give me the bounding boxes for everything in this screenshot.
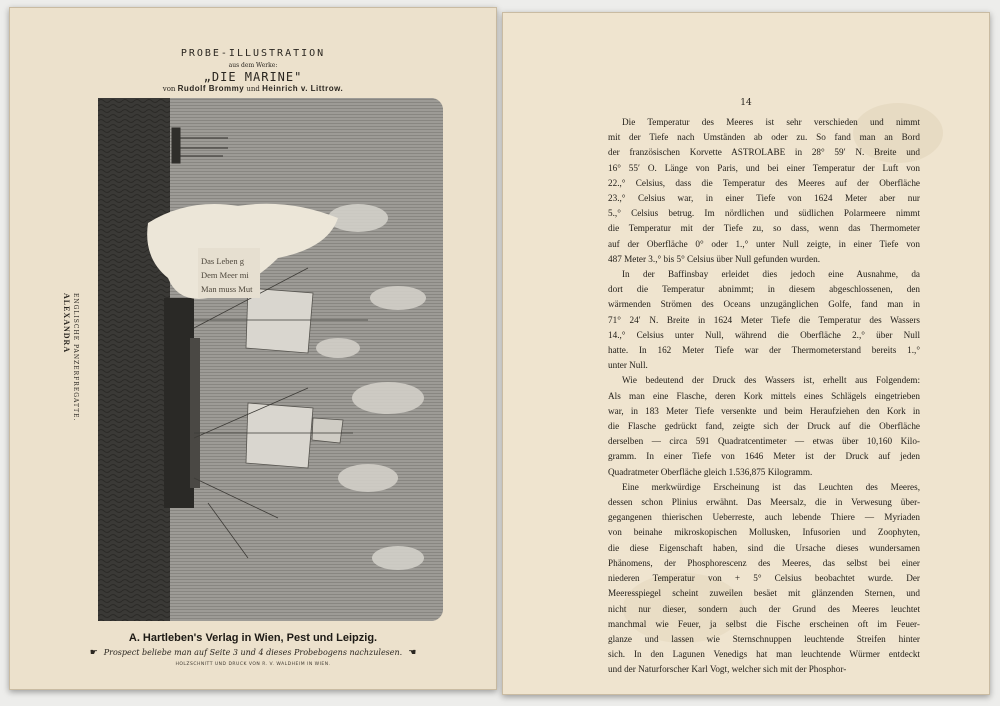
authors-prefix: von xyxy=(162,85,176,93)
author-2: Heinrich v. Littrow. xyxy=(262,84,344,93)
text-line: die Temperatur mit der Tiefe zu, so dass, wenn das Thermometer xyxy=(608,223,920,234)
text-line: dessen schon Plinius erwähnt. Das Meersalz, die in Verwesung über- xyxy=(608,497,920,508)
text-line: Wie bedeutend der Druck des Wassers ist, erhellt aus Folgendem: xyxy=(622,375,920,386)
text-line: 16° 55′ O. Länge von Paris, und bei einer Temperatur der Luft von xyxy=(608,162,920,173)
text-line: Als man eine Flasche, deren Kork mittels eines Schlägels eingetrieben xyxy=(608,390,920,401)
caption-ship-name: ALEXANDRA xyxy=(62,293,71,354)
text-line: auf der Oberfläche 0° oder 1.,° unter Null zeigte, in einer Tiefe von xyxy=(608,238,920,249)
illustration-title: PROBE-ILLUSTRATION xyxy=(180,48,326,59)
body-text xyxy=(608,115,920,678)
text-line: glanze und lassen wie Sternschnuppen leuchtende Streifen hinter xyxy=(608,633,920,644)
ship-engraving xyxy=(98,98,443,621)
pointing-hand-right-icon: ☛ xyxy=(89,648,98,658)
text-line: dort die Temperatur abnimmt; in diesem abgeschlossenen, den xyxy=(608,284,920,295)
showthrough-text-1: Das Leben g xyxy=(201,256,244,266)
text-line: von beinahe mikroskopischen Mollusken, Infusorien und Zoophyten, xyxy=(608,527,920,538)
prospect-note xyxy=(10,648,496,658)
text-line: Quadratmeter Oberfläche gleich 1.536,875 Kilogramm. xyxy=(608,466,813,477)
text-line: 14.,° Celsius unter Null, während die Oberfläche 2.,° über Null xyxy=(608,329,920,340)
text-line: die diese Eigenschaft haben, sind die Ursache dieses wundersamen xyxy=(608,542,920,553)
text-line: gegangenen thierischen Ueberreste, auch lebende Thiere — Myriaden xyxy=(608,512,920,523)
text-line: war, in 183 Meter Tiefe versenkte und beim Heraufziehen den Kork in xyxy=(608,405,920,416)
text-line: 5.,° Celsius betrug. Im nördlichen und südlichen Polarmeere nimmt xyxy=(608,208,920,219)
showthrough-text-2: Dem Meer mi xyxy=(201,270,249,280)
right-page xyxy=(502,12,990,695)
pointing-hand-left-icon: ☚ xyxy=(408,648,417,658)
author-1: Rudolf Brommy xyxy=(177,84,245,93)
text-line: Phänomens, der Phosphorescenz des Meeres, das selbst bei einer xyxy=(608,557,920,568)
text-line: In der Baffinsbay erleidet dies jedoch eine Ausnahme, da xyxy=(622,269,920,280)
caption-ship-type: ENGLISCHE PANZERFREGATTE. xyxy=(72,293,79,422)
text-line: mit der Tiefe nach Umständen ab oder zu. So fand man an Bord xyxy=(608,132,920,143)
showthrough-text-3: Man muss Mut xyxy=(201,284,253,294)
text-line: 487 Meter 3.,° bis 5° Celsius über Null gefunden wurden. xyxy=(608,253,820,264)
text-line: 22.,° Celsius, dass die Temperatur des Meeres auf der Oberfläche xyxy=(608,177,920,188)
text-line: und der Naturforscher Karl Vogt, welcher sich mit der Phosphor- xyxy=(608,664,847,675)
work-title: „DIE MARINE" xyxy=(203,70,303,84)
publisher-line: A. Hartleben's Verlag in Wien, Pest und Leipzig. xyxy=(128,632,378,644)
text-line: der französischen Korvette ASTROLABE in 28° 59′ N. Breite und xyxy=(608,147,920,158)
text-line: 71° 24′ N. Breite in 1624 Meter Tiefe die Temperatur des Wassers xyxy=(608,314,920,325)
text-line: Die Temperatur des Meeres ist sehr verschieden und nimmt xyxy=(622,117,920,127)
page-number: 14 xyxy=(740,98,752,108)
authors-line xyxy=(10,84,496,93)
text-line: wärmenden Strömen des Oceans unzugänglichen Golfe, fand man in xyxy=(608,299,920,310)
text-line: sich. In den Lagunen Venedigs hat man leuchtende Würmer entdeckt xyxy=(608,649,920,660)
text-line: derselben — circa 591 Quadratcentimeter — etwas über 10,160 Kilo- xyxy=(608,436,920,447)
text-line: Meeresspiegel scheint zuweilen besäet mit glänzenden Sternen, und xyxy=(608,588,920,599)
illustration-subtitle: aus dem Werke: xyxy=(228,62,278,69)
authors-and: und xyxy=(246,85,260,93)
printer-imprint: HOLZSCHNITT UND DRUCK VON R. V. WALDHEIM IN WIEN. xyxy=(175,662,331,667)
left-page xyxy=(9,7,497,690)
ship-engraving-illustration xyxy=(98,98,443,621)
text-line: manchmal wie Feuer, ja selbst die Fische erscheinen oft im Feuer- xyxy=(608,618,920,629)
engraving-caption xyxy=(62,293,82,433)
text-line: unter Null. xyxy=(608,360,648,371)
text-line: niederen Temperatur von + 5° Celsius beobachtet wurde. Der xyxy=(608,573,920,584)
text-line: gramm. In einer Tiefe von 1646 Meter ist der Druck auf jeden xyxy=(608,451,920,462)
prospect-text: Prospect beliebe man auf Seite 3 und 4 dieses Probebogens nachzulesen. xyxy=(103,648,403,657)
text-line: hatte. In 162 Meter Tiefe war der Thermometerstand bereits 1.,° xyxy=(608,345,920,356)
text-line: die Flasche gedrückt fand, zeigte sich der Druck auf die Oberfläche xyxy=(608,421,920,432)
text-line: 23.,° Celsius war, in einer Tiefe von 1624 Meter aber nur xyxy=(608,193,920,204)
text-line: nicht nur dieser, sondern auch der Grund des Meeres leuchtet xyxy=(608,603,920,614)
text-line: Eine merkwürdige Erscheinung ist das Leuchten des Meeres, xyxy=(622,481,920,492)
